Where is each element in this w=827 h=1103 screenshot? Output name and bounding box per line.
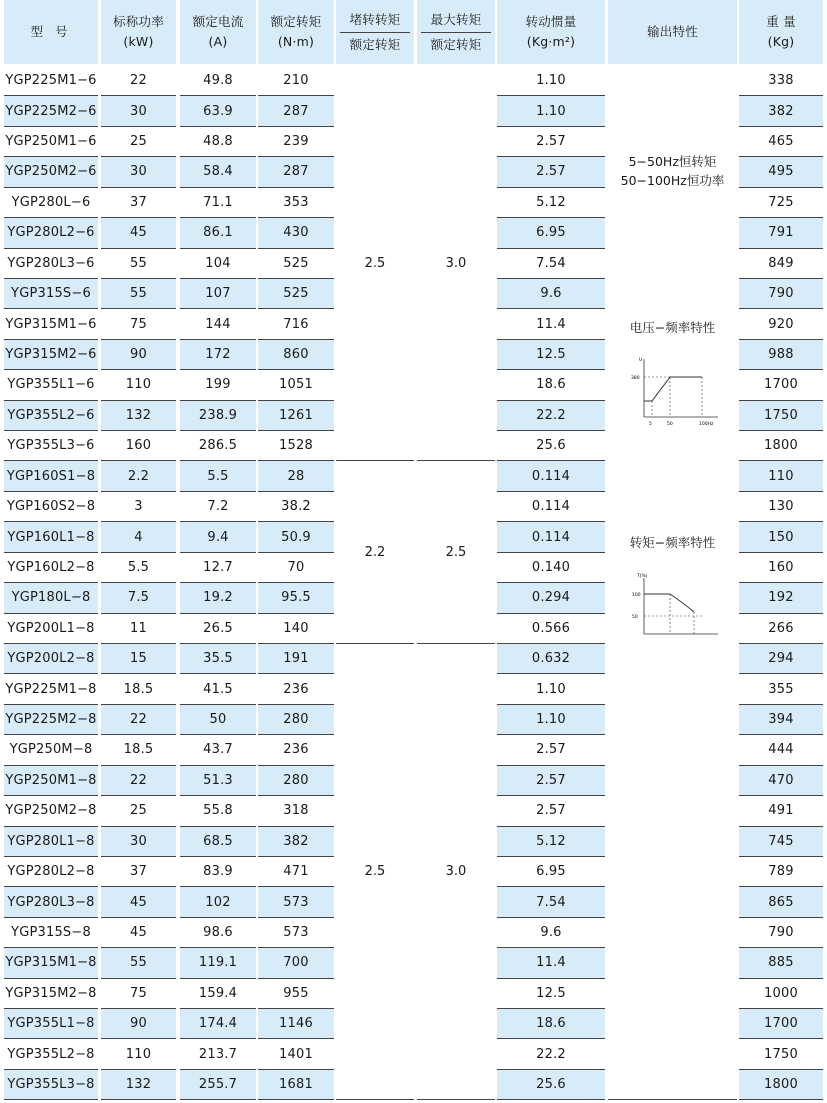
header-stall-line2: 额定转矩: [349, 36, 401, 52]
table-cell-model: YGP250M2−6: [4, 157, 98, 186]
table-cell-inertia: 6.95: [497, 218, 605, 247]
header-inertia-line1: 转动惯量: [525, 14, 577, 29]
table-cell-model: YGP355L1−8: [4, 1009, 98, 1038]
table-cell-model: YGP250M1−8: [4, 766, 98, 795]
column-power: [101, 0, 176, 1103]
table-cell-weight: 110: [739, 461, 823, 490]
table-cell-weight: 1800: [764, 438, 798, 454]
header-max-line1: 最大转矩: [430, 11, 482, 27]
table-cell-current: 238.9: [180, 401, 256, 430]
table-cell-power: 55: [101, 948, 176, 977]
table-cell-torque: 525: [283, 255, 309, 271]
header-current: [180, 0, 256, 64]
header-power: [101, 0, 176, 64]
table-cell-power: 55: [130, 255, 147, 271]
table-cell-inertia: 25.6: [497, 1070, 605, 1099]
table-cell-power: 132: [101, 1070, 176, 1099]
table-cell-torque: 1528: [279, 438, 313, 454]
table-cell-current: 7.2: [207, 499, 229, 515]
table-cell-weight: 394: [739, 705, 823, 734]
table-cell-current: 172: [180, 340, 256, 369]
table-cell-torque: 210: [283, 73, 309, 89]
table-cell-current: 98.6: [203, 924, 233, 940]
table-cell-current: 35.5: [180, 644, 256, 673]
table-cell-weight: 1000: [764, 985, 798, 1001]
table-cell-torque: 1681: [258, 1070, 334, 1099]
header-weight: [739, 0, 823, 64]
table-cell-inertia: 5.12: [497, 827, 605, 856]
table-cell-torque: 1051: [279, 377, 313, 393]
table-cell-inertia: 1.10: [497, 705, 605, 734]
header-current-line1: 额定电流: [192, 14, 244, 29]
table-cell-model: YGP355L1−6: [7, 377, 95, 393]
table-cell-current: 213.7: [198, 1046, 238, 1062]
table-cell-torque: 236: [283, 681, 309, 697]
header-torque-line2: (N·m): [277, 34, 315, 49]
table-cell-model: YGP355L3−6: [7, 438, 95, 454]
table-cell-power: 2.2: [101, 461, 176, 490]
table-cell-current: 255.7: [180, 1070, 256, 1099]
table-cell-inertia: 7.54: [497, 887, 605, 916]
table-cell-power: 37: [130, 864, 147, 880]
table-cell-weight: 495: [739, 157, 823, 186]
table-cell-weight: 465: [768, 134, 794, 150]
table-cell-current: 86.1: [180, 218, 256, 247]
table-cell-weight: 849: [768, 255, 794, 271]
table-cell-current: 12.7: [203, 559, 233, 575]
table-cell-power: 18.5: [123, 681, 154, 697]
tf-y-tick: 50: [632, 615, 638, 620]
table-cell-torque: 191: [258, 644, 334, 673]
table-cell-power: 30: [101, 827, 176, 856]
table-cell-model: YGP315M2−8: [5, 985, 97, 1001]
table-cell-torque: 471: [283, 864, 309, 880]
table-cell-weight: 470: [739, 766, 823, 795]
header-stall: [336, 0, 414, 64]
table-cell-torque: 525: [258, 279, 334, 308]
vf-x-tick: 50: [667, 422, 673, 427]
header-stall-line1: 堵转转矩: [349, 11, 401, 27]
tf-y-label: T(%): [637, 574, 648, 579]
tf-title: 转矩−频率特性: [629, 535, 716, 550]
table-cell-power: 55: [101, 279, 176, 308]
table-cell-current: 26.5: [203, 620, 233, 636]
tf-chart: [630, 572, 720, 644]
row-divider: [180, 1099, 256, 1100]
table-cell-torque: 280: [258, 705, 334, 734]
table-cell-weight: 1800: [739, 1070, 823, 1099]
table-cell-weight: 885: [739, 948, 823, 977]
header-current-line2: (A): [208, 34, 228, 49]
table-cell-inertia: 1.10: [497, 96, 605, 125]
table-cell-power: 30: [101, 157, 176, 186]
table-cell-torque: 955: [283, 985, 309, 1001]
table-cell-model: YGP280L2−6: [4, 218, 98, 247]
row-divider: [101, 1099, 176, 1100]
tf-y-tick: 100: [632, 593, 641, 598]
table-cell-power: 22: [101, 705, 176, 734]
table-cell-inertia: 18.6: [497, 1009, 605, 1038]
table-cell-weight: 988: [739, 340, 823, 369]
table-cell-model: YGP280L3−8: [4, 887, 98, 916]
table-cell-current: 50: [180, 705, 256, 734]
table-cell-model: YGP160S2−8: [6, 499, 96, 515]
table-cell-power: 37: [130, 194, 147, 210]
table-cell-torque: 353: [283, 194, 309, 210]
table-cell-power: 18.5: [123, 742, 154, 758]
table-cell-inertia: 11.4: [536, 316, 566, 332]
header-torque: [258, 0, 334, 64]
column-inertia: [497, 0, 605, 1103]
vf-curve: [644, 377, 702, 401]
table-cell-weight: 355: [768, 681, 794, 697]
table-cell-inertia: 5.12: [536, 194, 566, 210]
table-cell-power: 5.5: [127, 559, 150, 575]
table-cell-torque: 236: [283, 742, 309, 758]
table-cell-weight: 338: [768, 73, 794, 89]
table-cell-inertia: 0.632: [497, 644, 605, 673]
table-cell-model: YGP225M1−8: [5, 681, 97, 697]
table-cell-weight: 920: [768, 316, 794, 332]
row-divider: [497, 1099, 605, 1100]
table-cell-weight: 382: [739, 96, 823, 125]
table-cell-model: YGP160S1−8: [4, 461, 98, 490]
table-cell-current: 286.5: [198, 438, 238, 454]
table-cell-torque: 716: [283, 316, 309, 332]
table-cell-model: YGP280L1−8: [4, 827, 98, 856]
table-cell-current: 19.2: [180, 583, 256, 612]
table-cell-model: YGP280L2−8: [7, 864, 95, 880]
table-cell-current: 159.4: [198, 985, 238, 1001]
table-cell-model: YGP200L2−8: [4, 644, 98, 673]
table-cell-power: 90: [101, 340, 176, 369]
table-cell-current: 174.4: [180, 1009, 256, 1038]
merged-max-value: 3.0: [445, 864, 467, 880]
output-mode-text: [608, 152, 737, 190]
vf-title: 电压−频率特性: [629, 320, 716, 335]
header-power-line1: 标称功率: [113, 14, 164, 29]
table-cell-weight: 1700: [764, 377, 798, 393]
table-cell-weight: 865: [739, 887, 823, 916]
vf-chart: [630, 355, 720, 427]
table-cell-torque: 287: [258, 96, 334, 125]
table-cell-torque: 1261: [258, 401, 334, 430]
column-max: [417, 0, 495, 1103]
header-output: 输出特性: [608, 0, 737, 64]
output-line2: 50−100Hz恒功率: [620, 173, 725, 188]
table-cell-model: YGP315M1−8: [4, 948, 98, 977]
table-cell-inertia: 0.114: [497, 461, 605, 490]
table-cell-current: 199: [205, 377, 231, 393]
table-cell-current: 71.1: [203, 194, 233, 210]
table-cell-current: 119.1: [180, 948, 256, 977]
table-cell-power: 45: [101, 218, 176, 247]
table-cell-torque: 700: [258, 948, 334, 977]
row-divider: [739, 1099, 823, 1100]
group-divider: [336, 1099, 414, 1100]
table-cell-power: 75: [130, 316, 147, 332]
table-cell-model: YGP315M1−6: [5, 316, 97, 332]
table-cell-weight: 491: [768, 803, 794, 819]
table-cell-weight: 130: [768, 499, 794, 515]
table-cell-current: 144: [205, 316, 231, 332]
table-cell-power: 11: [130, 620, 147, 636]
table-cell-power: 110: [125, 377, 152, 393]
table-cell-inertia: 11.4: [497, 948, 605, 977]
header-inertia: [497, 0, 605, 64]
table-cell-power: 90: [101, 1009, 176, 1038]
table-cell-weight: 790: [739, 279, 823, 308]
table-cell-current: 104: [205, 255, 231, 271]
column-model: [4, 0, 98, 1103]
table-cell-torque: 860: [258, 340, 334, 369]
table-cell-inertia: 2.57: [497, 157, 605, 186]
table-cell-torque: 287: [258, 157, 334, 186]
header-torque-line1: 额定转矩: [270, 14, 322, 29]
table-cell-torque: 573: [258, 887, 334, 916]
table-cell-inertia: 12.5: [497, 340, 605, 369]
table-cell-weight: 294: [739, 644, 823, 673]
table-cell-power: 7.5: [101, 583, 176, 612]
table-cell-current: 63.9: [180, 96, 256, 125]
table-cell-torque: 1401: [279, 1046, 313, 1062]
table-cell-weight: 725: [768, 194, 794, 210]
column-current: [180, 0, 256, 1103]
table-cell-torque: 382: [258, 827, 334, 856]
row-divider: [258, 1099, 334, 1100]
column-weight: [739, 0, 823, 1103]
table-cell-inertia: 0.114: [497, 522, 605, 551]
table-cell-current: 83.9: [203, 864, 233, 880]
table-cell-torque: 318: [283, 803, 309, 819]
table-cell-inertia: 22.2: [536, 1046, 566, 1062]
table-cell-power: 15: [101, 644, 176, 673]
column-stall: [336, 0, 414, 1103]
table-cell-weight: 444: [768, 742, 794, 758]
table-cell-torque: 239: [283, 134, 309, 150]
table-cell-model: YGP250M−8: [9, 742, 93, 758]
table-cell-power: 110: [125, 1046, 152, 1062]
table-cell-inertia: 2.57: [536, 742, 566, 758]
table-cell-torque: 95.5: [258, 583, 334, 612]
header-model: 型 号: [4, 0, 98, 64]
table-cell-model: YGP315S−6: [4, 279, 98, 308]
table-cell-inertia: 12.5: [536, 985, 566, 1001]
table-cell-model: YGP225M2−6: [4, 96, 98, 125]
table-cell-torque: 430: [258, 218, 334, 247]
table-cell-current: 9.4: [180, 522, 256, 551]
table-cell-current: 55.8: [203, 803, 233, 819]
table-cell-inertia: 1.10: [536, 681, 566, 697]
output-line1: 5−50Hz恒转矩: [628, 154, 717, 169]
table-cell-model: YGP160L2−8: [7, 559, 95, 575]
table-cell-torque: 1146: [258, 1009, 334, 1038]
table-cell-model: YGP160L1−8: [4, 522, 98, 551]
table-cell-inertia: 2.57: [497, 766, 605, 795]
table-cell-model: YGP225M2−8: [4, 705, 98, 734]
fraction-bar: [340, 32, 410, 33]
fraction-bar: [421, 32, 491, 33]
table-cell-inertia: 2.57: [536, 134, 566, 150]
column-output: [608, 0, 737, 1103]
table-cell-weight: 791: [739, 218, 823, 247]
table-cell-current: 49.8: [203, 73, 233, 89]
table-cell-inertia: 9.6: [497, 279, 605, 308]
merged-stall-value: 2.5: [364, 864, 386, 880]
table-cell-power: 22: [130, 73, 147, 89]
table-cell-current: 58.4: [180, 157, 256, 186]
table-cell-power: 45: [130, 924, 147, 940]
vf-y-label: U: [639, 358, 643, 363]
table-cell-weight: 1750: [764, 1046, 798, 1062]
vf-y-tick: 380: [631, 376, 640, 381]
table-cell-current: 41.5: [203, 681, 233, 697]
table-cell-torque: 573: [283, 924, 309, 940]
table-cell-current: 102: [180, 887, 256, 916]
merged-stall-value: 2.5: [364, 255, 386, 271]
table-cell-weight: 160: [768, 559, 794, 575]
table-cell-torque: 280: [258, 766, 334, 795]
table-cell-model: YGP250M1−6: [5, 134, 97, 150]
merged-max-value: 2.5: [445, 544, 467, 560]
table-cell-weight: 789: [768, 864, 794, 880]
table-cell-weight: 1700: [739, 1009, 823, 1038]
table-cell-weight: 745: [739, 827, 823, 856]
table-cell-weight: 192: [739, 583, 823, 612]
table-cell-model: YGP355L2−6: [4, 401, 98, 430]
table-cell-model: YGP355L3−8: [4, 1070, 98, 1099]
table-cell-inertia: 0.114: [531, 499, 571, 515]
table-cell-inertia: 1.10: [536, 73, 566, 89]
header-weight-line2: (Kg): [767, 34, 795, 49]
table-cell-model: YGP315S−8: [11, 924, 91, 940]
table-cell-power: 45: [101, 887, 176, 916]
table-cell-power: 30: [101, 96, 176, 125]
table-cell-power: 4: [101, 522, 176, 551]
vf-x-tick: 100Hz: [699, 422, 714, 427]
table-cell-current: 48.8: [203, 134, 233, 150]
table-cell-weight: 1750: [739, 401, 823, 430]
table-cell-model: YGP280L3−6: [7, 255, 95, 271]
table-cell-model: YGP250M2−8: [5, 803, 97, 819]
header-inertia-line2: (Kg·m²): [526, 34, 576, 49]
table-cell-power: 25: [130, 134, 147, 150]
table-cell-model: YGP180L−8: [4, 583, 98, 612]
table-cell-power: 3: [134, 499, 143, 515]
table-cell-inertia: 18.6: [536, 377, 566, 393]
row-divider: [4, 1099, 98, 1100]
group-divider: [417, 1099, 495, 1100]
table-cell-inertia: 2.57: [536, 803, 566, 819]
output-bottom-line: [608, 1099, 737, 1100]
table-cell-inertia: 22.2: [497, 401, 605, 430]
merged-stall-value: 2.2: [364, 544, 386, 560]
table-cell-inertia: 9.6: [540, 924, 562, 940]
table-cell-weight: 150: [739, 522, 823, 551]
table-cell-model: YGP280L−6: [11, 194, 91, 210]
column-torque: [258, 0, 334, 1103]
header-max: [417, 0, 495, 64]
table-cell-inertia: 0.140: [531, 559, 571, 575]
table-cell-model: YGP225M1−6: [5, 73, 97, 89]
table-cell-model: YGP200L1−8: [7, 620, 95, 636]
table-cell-torque: 50.9: [258, 522, 334, 551]
table-cell-inertia: 0.294: [497, 583, 605, 612]
table-cell-inertia: 25.6: [536, 438, 566, 454]
tf-curve: [644, 594, 694, 612]
table-cell-weight: 790: [768, 924, 794, 940]
table-cell-power: 160: [125, 438, 152, 454]
merged-max-value: 3.0: [445, 255, 467, 271]
table-cell-current: 51.3: [180, 766, 256, 795]
table-cell-inertia: 0.566: [531, 620, 571, 636]
table-cell-torque: 70: [287, 559, 305, 575]
table-cell-weight: 266: [768, 620, 794, 636]
header-max-line2: 额定转矩: [430, 36, 482, 52]
table-cell-torque: 28: [258, 461, 334, 490]
table-cell-power: 75: [130, 985, 147, 1001]
table-cell-torque: 38.2: [281, 499, 311, 515]
table-cell-inertia: 6.95: [536, 864, 566, 880]
table-cell-inertia: 7.54: [536, 255, 566, 271]
header-power-line2: (kW): [123, 34, 154, 49]
table-cell-power: 22: [101, 766, 176, 795]
table-cell-power: 25: [130, 803, 147, 819]
table-cell-current: 5.5: [180, 461, 256, 490]
table-cell-current: 107: [180, 279, 256, 308]
header-weight-line1: 重 量: [766, 14, 796, 29]
table-cell-model: YGP355L2−8: [7, 1046, 95, 1062]
table-cell-power: 132: [101, 401, 176, 430]
table-cell-model: YGP315M2−6: [4, 340, 98, 369]
vf-x-tick: 5: [649, 422, 652, 427]
table-cell-current: 68.5: [180, 827, 256, 856]
table-cell-current: 43.7: [203, 742, 233, 758]
table-cell-torque: 140: [283, 620, 309, 636]
